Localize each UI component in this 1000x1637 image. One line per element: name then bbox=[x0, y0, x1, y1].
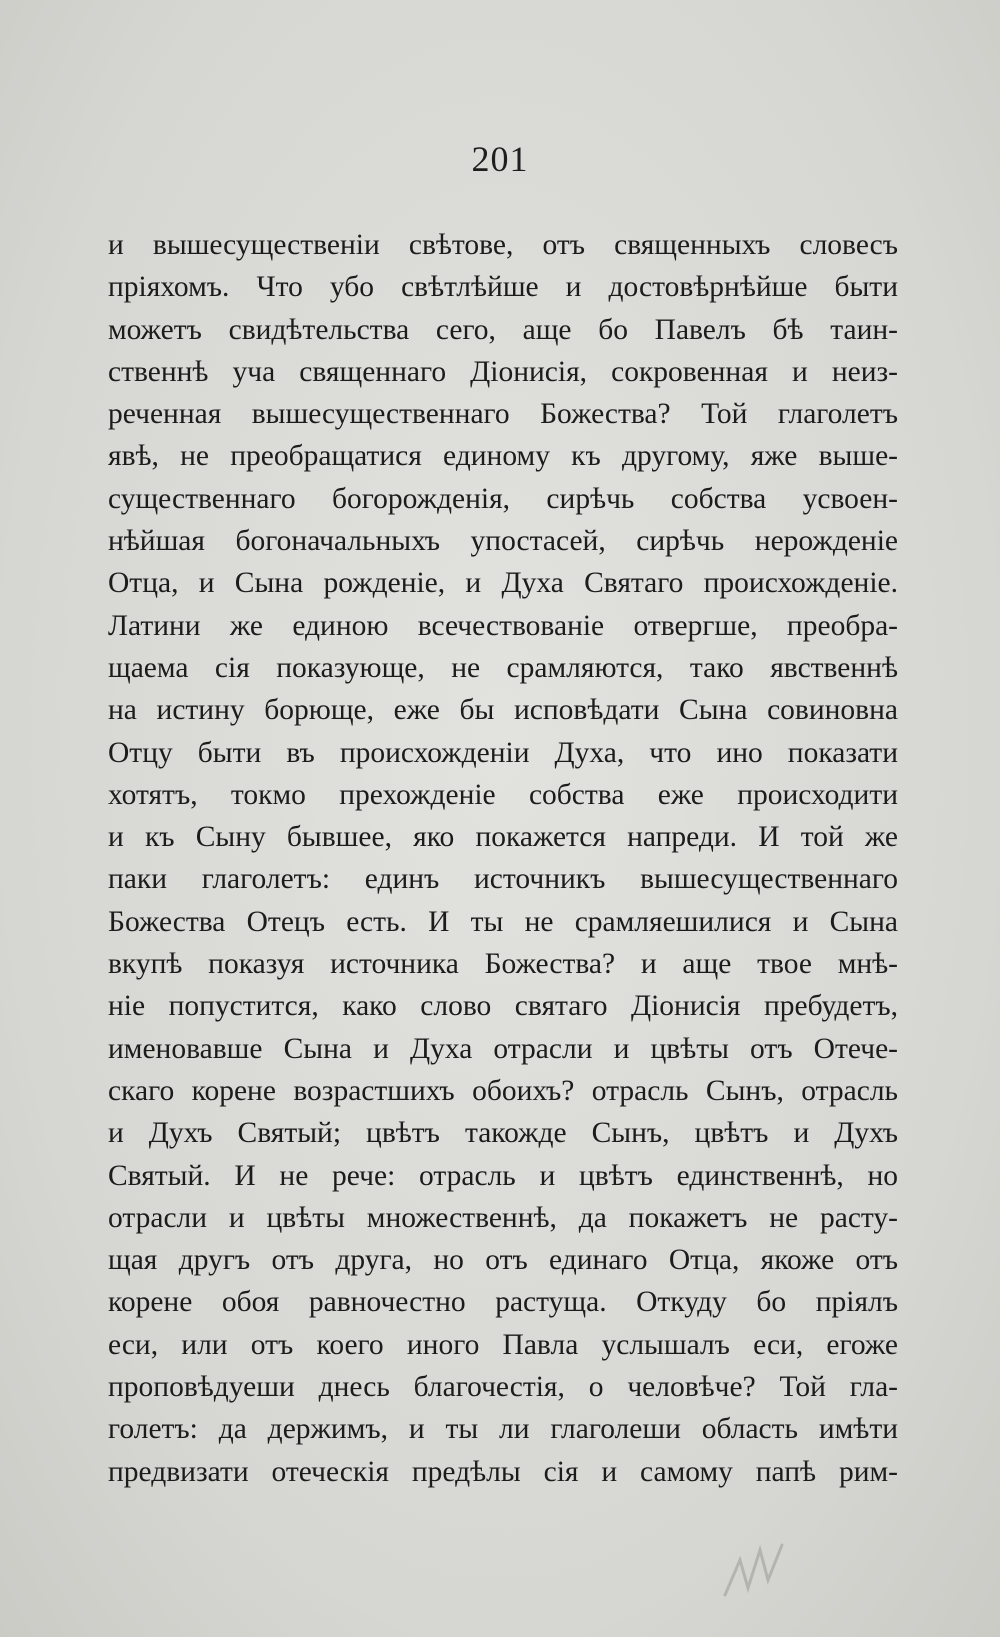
text-line: и къ Сыну бывшее, яко покажется напреди. И той же bbox=[108, 821, 898, 854]
text-line: ніе попустится, како слово святаго Діонисія пребудетъ, bbox=[108, 990, 898, 1023]
text-line: нѣйшая богоначальныхъ упостасей, сирѣчь нерожденіе bbox=[108, 525, 898, 558]
text-line: хотятъ, токмо прехожденіе собства еже происходити bbox=[108, 778, 898, 811]
text-line: щаема сія показующе, не срамляются, тако явственнѣ bbox=[108, 651, 898, 684]
text-line: Отцу быти въ происхожденіи Духа, что ино показати bbox=[108, 736, 898, 769]
text-line: ственнѣ уча священнаго Діонисія, сокровенная и неиз- bbox=[108, 355, 898, 388]
text-line: реченная вышесущественнаго Божества? Той глаголетъ bbox=[108, 398, 898, 431]
text-line: Латини же единою всечествованіе отвергше, преобра- bbox=[108, 609, 898, 642]
ink-smudge bbox=[720, 1540, 790, 1600]
text-line: предвизати отеческія предѣлы сія и самому папѣ рим- bbox=[108, 1455, 898, 1488]
text-line: еси, или отъ коего иного Павла услышалъ еси, егоже bbox=[108, 1328, 898, 1361]
text-line: явѣ, не преобращатися единому къ другому, яже выше- bbox=[108, 440, 898, 473]
text-line: пріяхомъ. Что убо свѣтлѣйше и достовѣрнѣйше быти bbox=[108, 271, 898, 304]
text-line: и Духъ Святый; цвѣтъ такожде Сынъ, цвѣтъ и Духъ bbox=[108, 1117, 898, 1150]
text-line: на истину борюще, еже бы исповѣдати Сына совиновна bbox=[108, 694, 898, 727]
text-line: проповѣдуеши днесь благочестія, о человѣче? Той гла- bbox=[108, 1371, 898, 1404]
text-line: голетъ: да держимъ, и ты ли глаголеши область имѣти bbox=[108, 1413, 898, 1446]
page-number: 201 bbox=[471, 139, 529, 179]
text-line: можетъ свидѣтельства сего, аще бо Павелъ бѣ таин- bbox=[108, 313, 898, 346]
body-text bbox=[108, 224, 898, 1493]
text-line: и вышесущественіи свѣтове, отъ священныхъ словесъ bbox=[108, 229, 898, 261]
text-line: корене обоя равночестно растуща. Откуду бо пріялъ bbox=[108, 1286, 898, 1319]
text-line: именовавше Сына и Духа отрасли и цвѣты отъ Отече- bbox=[108, 1032, 898, 1065]
text-line: существеннаго богорожденія, сирѣчь собства усвоен- bbox=[108, 482, 898, 515]
text-line: Божества Отецъ есть. И ты не срамляешилися и Сына bbox=[108, 905, 898, 938]
text-line: паки глаголетъ: единъ источникъ вышесущественнаго bbox=[108, 863, 898, 896]
text-line: отрасли и цвѣты множественнѣ, да покажетъ не расту- bbox=[108, 1201, 898, 1234]
text-line: Святый. И не рече: отрасль и цвѣтъ единственнѣ, но bbox=[108, 1159, 898, 1192]
text-line: вкупѣ показуя источника Божества? и аще твое мнѣ- bbox=[108, 948, 898, 981]
text-line: Отца, и Сына рожденіе, и Духа Святаго происхожденіе. bbox=[108, 567, 898, 600]
text-line: скаго корене возрастшихъ обоихъ? отрасль Сынъ, отрасль bbox=[108, 1074, 898, 1107]
text-line: щая другъ отъ друга, но отъ единаго Отца, якоже отъ bbox=[108, 1244, 898, 1277]
